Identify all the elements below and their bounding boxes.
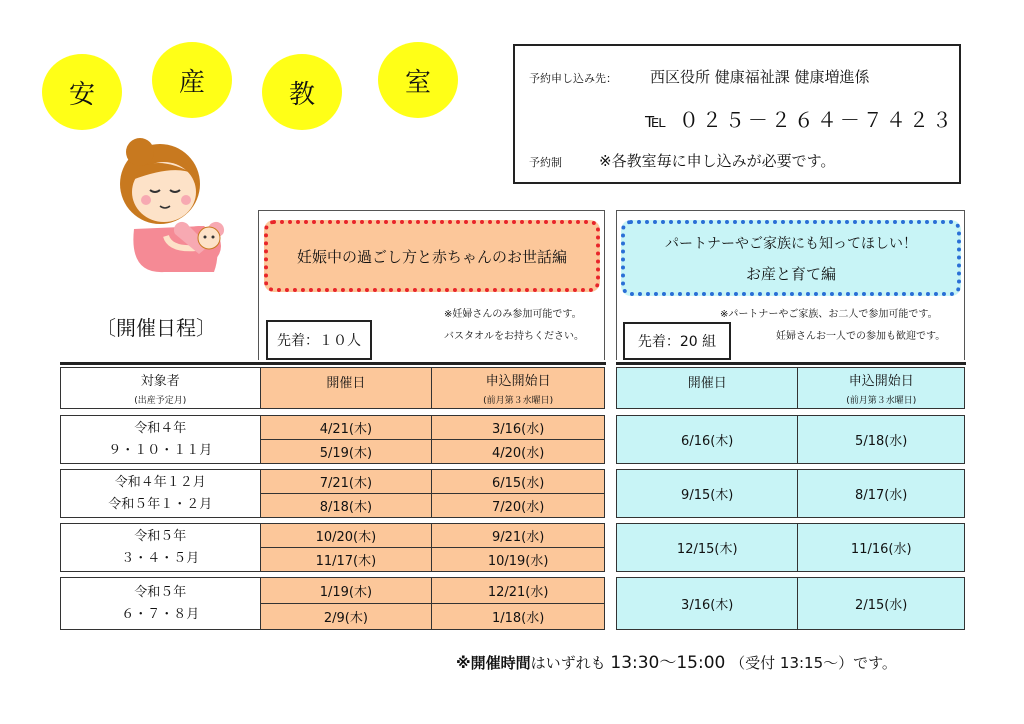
course1-start-header: 申込開始日 (前月第３水曜日) xyxy=(432,368,605,409)
course1-schedule-table xyxy=(60,367,605,630)
pregnant-woman-illustration xyxy=(104,134,244,274)
course2-start-cell: 8/17(水) xyxy=(798,470,965,518)
course2-title-line1: パートナーやご家族にも知ってほしい！ xyxy=(665,235,917,252)
course1-start-cell: 7/20(水) xyxy=(432,494,605,518)
title-char-1: 安 xyxy=(42,54,122,130)
course1-start-cell: 10/19(水) xyxy=(432,548,605,572)
course1-start-cell: 9/21(水) xyxy=(432,524,605,548)
course1-date-cell: 7/21(木) xyxy=(260,470,432,494)
schedule-heading: 〔開催日程〕 xyxy=(96,316,216,340)
target-cell: 令和４年 ９・１０・１１月 xyxy=(61,416,261,464)
course2-start-header: 申込開始日 (前月第３水曜日) xyxy=(798,368,965,409)
contact-label: 予約申し込み先： xyxy=(529,72,617,85)
course1-date-cell: 11/17(木) xyxy=(260,548,432,572)
course1-start-cell: 1/18(水) xyxy=(432,604,605,630)
contact-office: 西区役所 健康福祉課 健康増進係 xyxy=(650,68,870,86)
rule-right xyxy=(616,362,966,365)
course1-start-cell: 4/20(水) xyxy=(432,440,605,464)
rule-left xyxy=(60,362,606,365)
course1-date-cell: 2/9(木) xyxy=(260,604,432,630)
course2-date-header: 開催日 xyxy=(617,368,798,409)
target-cell: 令和５年 ３・４・５月 xyxy=(61,524,261,572)
title-char-3: 教 xyxy=(262,54,342,130)
course1-note2: バスタオルをお持ちください。 xyxy=(444,331,584,342)
footer-suffix: （受付 13:15～）です。 xyxy=(730,654,897,672)
course2-date-cell: 9/15(木) xyxy=(617,470,798,518)
course1-banner xyxy=(264,220,600,292)
course1-date-cell: 1/19(木) xyxy=(260,578,432,604)
course2-capacity: 先着：20 組 xyxy=(623,322,731,360)
course2-note2: 妊婦さんお一人での参加も歓迎です。 xyxy=(776,331,946,342)
course1-capacity: 先着：１０人 xyxy=(266,320,372,360)
course2-date-cell: 12/15(木) xyxy=(617,524,798,572)
footer-time: 13:30～15:00 xyxy=(610,653,726,673)
target-cell: 令和５年 ６・７・８月 xyxy=(61,578,261,630)
course1-title: 妊娠中の過ごし方と赤ちゃんのお世話編 xyxy=(296,247,567,266)
course2-date-cell: 3/16(木) xyxy=(617,578,798,630)
course2-schedule-table xyxy=(616,367,965,630)
course1-date-header: 開催日 xyxy=(260,368,432,409)
title-char-2: 産 xyxy=(152,42,232,118)
target-cell: 令和４年１２月 令和５年１・２月 xyxy=(61,470,261,518)
course2-title-line2: お産と育て編 xyxy=(745,264,836,283)
course2-start-cell: 2/15(水) xyxy=(798,578,965,630)
course2-note1: ※パートナーやご家族、お二人で参加可能です。 xyxy=(720,309,938,320)
course1-date-cell: 10/20(木) xyxy=(260,524,432,548)
footer-mid: はいずれも xyxy=(530,654,611,672)
course1-start-cell: 12/21(水) xyxy=(432,578,605,604)
course1-note1: ※妊婦さんのみ参加可能です。 xyxy=(444,309,582,320)
course2-date-cell: 6/16(木) xyxy=(617,416,798,464)
course1-start-cell: 3/16(水) xyxy=(432,416,605,440)
course1-date-cell: 8/18(木) xyxy=(260,494,432,518)
reserve-label: 予約制 xyxy=(529,156,562,169)
course2-start-cell: 5/18(水) xyxy=(798,416,965,464)
reserve-note: ※各教室毎に申し込みが必要です。 xyxy=(599,152,836,170)
course2-banner xyxy=(621,220,961,296)
course1-date-cell: 4/21(木) xyxy=(260,416,432,440)
contact-tel: ℡ ０２５－２６４－７４２３ xyxy=(645,108,955,132)
course1-start-cell: 6/15(水) xyxy=(432,470,605,494)
footer-note xyxy=(456,648,897,673)
footer-prefix: ※開催時間 xyxy=(456,654,531,672)
target-header: 対象者 (出産予定月) xyxy=(61,368,261,409)
contact-box xyxy=(513,44,961,184)
title-char-4: 室 xyxy=(378,42,458,118)
course1-date-cell: 5/19(木) xyxy=(260,440,432,464)
course2-start-cell: 11/16(水) xyxy=(798,524,965,572)
